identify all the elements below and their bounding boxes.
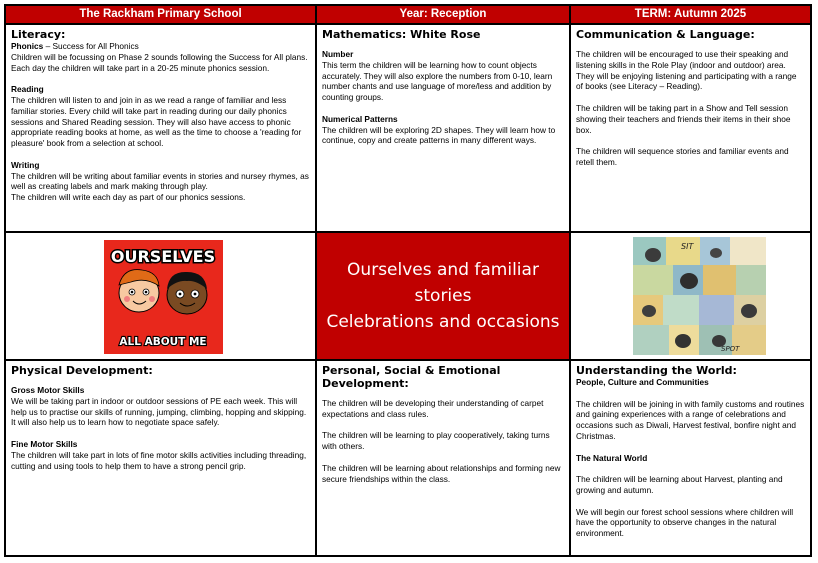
people-heading: People, Culture and Communities xyxy=(576,377,709,387)
phonics-label: Phonics xyxy=(11,41,44,51)
ourselves-cover-subtitle: ALL ABOUT ME xyxy=(119,336,207,348)
fine-heading: Fine Motor Skills xyxy=(11,438,78,449)
reading-text: The children will listen to and join in as we read a range of familiar and less familiar stories. Every child will take part in reading during our daily phonics sessions and Shared Reading session. They will also have access to phonic appropriate reading books at home, as well as the time to choose a 'reading for pleasure' book from a selection at school. xyxy=(11,94,302,149)
understanding-title: Understanding the World: xyxy=(576,364,737,377)
number-heading: Number xyxy=(322,49,354,59)
ourselves-image-cell xyxy=(6,233,315,359)
physical-box xyxy=(6,361,315,555)
theme-text xyxy=(326,257,559,335)
natural-text: The children will be learning about Harvest, planting and growing and autumn. xyxy=(576,474,783,495)
theme-line-2: stories xyxy=(414,286,472,306)
writing-heading: Writing xyxy=(11,159,40,170)
literacy-title: Literacy: xyxy=(11,28,66,41)
book-label-1: SIT xyxy=(681,242,694,251)
theme-line-1: Ourselves and familiar xyxy=(347,260,539,280)
psed-para-3: The children will be learning about relationships and forming new secure friendships within the class. xyxy=(322,462,561,484)
psed-title-1: Personal, Social & Emotional xyxy=(322,364,501,377)
picture-books-collage xyxy=(571,233,810,359)
school-name-header xyxy=(6,6,315,23)
communication-para-3: The children will sequence stories and familiar events and retell them. xyxy=(576,146,789,167)
literacy-box xyxy=(6,25,315,231)
psed-para-2: The children will be learning to play cooperatively, taking turns with others. xyxy=(322,430,550,452)
gross-text: We will be taking part in indoor or outdoor sessions of PE each week. This will help us to practise our skills of running, jumping, climbing, hopping and skipping. It will also help us to learn how to negotiate space safely. xyxy=(11,395,307,428)
communication-box xyxy=(571,25,810,231)
year-header xyxy=(317,6,569,23)
maths-box xyxy=(317,25,569,231)
books-image-cell xyxy=(571,233,810,359)
phonics-line xyxy=(11,41,310,52)
phonics-text: Children will be focussing on Phase 2 sounds following the Success for All plans. Each day the children will take part in a 20-25 minute phonics session. xyxy=(11,51,308,73)
writing-text-1: The children will be writing about familiar events in stories and nursey rhymes, as well as creating labels and mark making through play. xyxy=(11,170,309,192)
school-name: The Rackham Primary School xyxy=(79,8,242,20)
psed-para-1: The children will be developing their understanding of carpet expectations and class rules. xyxy=(322,398,544,419)
communication-para-2: The children will be taking part in a Show and Tell session showing their teachers and friends their items in their shoe box. xyxy=(576,102,791,135)
child-face-left-icon xyxy=(119,270,159,312)
ourselves-book-cover xyxy=(6,233,315,359)
patterns-text: The children will be exploring 2D shapes. They will learn how to continue, copy and create patterns in many different ways. xyxy=(322,124,556,146)
fine-text: The children will take part in lots of fine motor skills activities including threading, cutting and using tools to help them to have a strong pencil grip. xyxy=(11,449,307,471)
curriculum-grid xyxy=(4,4,812,557)
book-label-2: SPOT xyxy=(721,345,740,353)
psed-title-2: Development: xyxy=(322,377,409,390)
gross-heading: Gross Motor Skills xyxy=(11,385,85,395)
patterns-heading: Numerical Patterns xyxy=(322,113,398,124)
maths-title: Mathematics: White Rose xyxy=(322,28,481,41)
term-label: TERM: Autumn 2025 xyxy=(634,8,747,20)
phonics-suffix: – Success for All Phonics xyxy=(43,41,139,51)
physical-title: Physical Development: xyxy=(11,364,153,377)
natural-heading: The Natural World xyxy=(576,452,648,463)
writing-text-2: The children will write each day as part of our phonics sessions. xyxy=(11,192,246,203)
communication-para-1: The children will be encouraged to use their speaking and listening skills in the Role Play (indoor and outdoor) area. They will be enjoying listening and participating with a range of books (see Literacy – Reading). xyxy=(576,49,797,92)
theme-box xyxy=(317,233,569,359)
reading-heading: Reading xyxy=(11,84,44,95)
theme-line-3: Celebrations and occasions xyxy=(326,312,560,332)
psed-box xyxy=(317,361,569,555)
people-text: The children will be joining in with family customs and routines and gaining experiences with a range of celebrations and occasions such as Diwali, Harvest festival, bonfire night and Christmas. xyxy=(576,398,805,441)
forest-text: We will begin our forest school sessions where children will have the opportunity to observe changes in the natural environment. xyxy=(576,506,794,539)
communication-title: Communication & Language: xyxy=(576,28,755,41)
number-text: This term the children will be learning how to count objects accurately. They will also explore the numbers from 0-10, learn number chants and use language of more/less and addition by counting groups. xyxy=(322,59,553,103)
understanding-box xyxy=(571,361,810,555)
child-face-right-icon xyxy=(167,272,207,314)
term-header xyxy=(571,6,810,23)
year-label: Year: Reception xyxy=(399,8,487,20)
ourselves-cover-title: OURSELVES xyxy=(110,247,216,266)
